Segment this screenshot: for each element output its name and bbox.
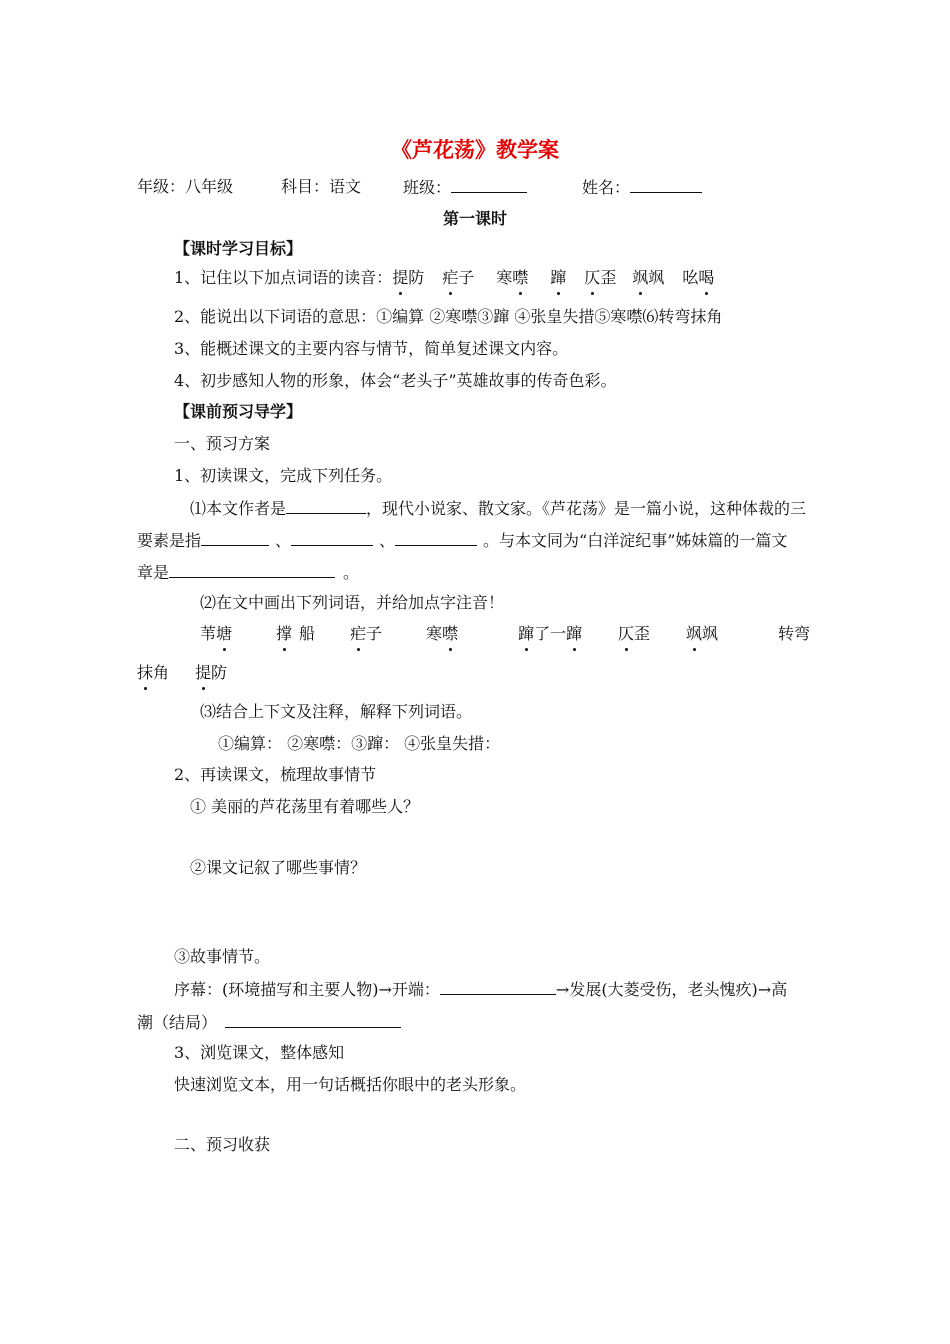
separator: 、 <box>379 531 396 550</box>
plot-text-3: 潮（结局） <box>137 1013 218 1032</box>
task-1: 1、初读课文，完成下列任务。 <box>174 466 393 485</box>
dotted-char: 抹 <box>137 663 154 682</box>
page-title: 《芦花荡》教学案 <box>391 137 559 162</box>
plot-line-2 <box>137 1012 401 1033</box>
goals-heading: 【课时学习目标】 <box>174 239 303 258</box>
preview-heading: 【课前预习导学】 <box>174 402 303 421</box>
plot-text-2: →发展(大菱受伤，老头愧疚)→高 <box>555 980 788 999</box>
q1-text: ⑴本文作者是 <box>190 499 287 518</box>
goal-3: 3、能概述课文的主要内容与情节，简单复述课文内容。 <box>174 339 569 358</box>
class-blank[interactable] <box>451 177 527 193</box>
word-撑船: 撑 船 <box>276 624 316 643</box>
question-1-line-1 <box>190 498 806 519</box>
word-char-dotted: 提 <box>392 268 409 287</box>
word-蹿了一蹿: 蹿了一蹿 <box>518 624 583 643</box>
word-飒飒: 飒飒 <box>686 624 719 643</box>
word-char: 歪 <box>600 268 617 287</box>
question-3: ⑶结合上下文及注释，解释下列词语。 <box>200 702 473 721</box>
word-char-dotted: 喝 <box>698 268 715 287</box>
goal-1 <box>174 268 714 288</box>
dotted-char: 疟 <box>350 624 367 643</box>
word-苇塘: 苇塘 <box>200 624 233 643</box>
dotted-char: 蹿 <box>518 624 535 643</box>
task-3: 3、浏览课文，整体感知 <box>174 1043 345 1062</box>
q1-text-2: ，现代小说家、散文家。《芦花荡》是一篇小说，这种体裁的三 <box>366 499 807 518</box>
word-转弯: 转弯 <box>778 624 811 643</box>
dotted-char: 提 <box>195 663 212 682</box>
word-char: 寒 <box>496 268 513 287</box>
word-char-dotted: 疟 <box>442 268 459 287</box>
dotted-char: 噤 <box>442 624 459 643</box>
element-blank-3[interactable] <box>395 530 477 546</box>
goal-4: 4、初步感知人物的形象，体会“老头子”英雄故事的传奇色彩。 <box>174 371 617 390</box>
period: 。 <box>343 563 360 582</box>
task-2-question-1: ① 美丽的芦花荡里有着哪些人？ <box>190 797 420 816</box>
dotted-char: 撑 <box>276 624 293 643</box>
name-label: 姓名： <box>582 178 631 197</box>
separator: 、 <box>275 531 292 550</box>
question-3-items: ①编算： ②寒噤：③蹿： ④张皇失措： <box>218 734 501 753</box>
plot-text-1: 序幕：(环境描写和主要人物)→开端： <box>174 980 440 999</box>
goal-2: 2、能说出以下词语的意思：①编算 ②寒噤③蹿 ④张皇失措⑤寒噤⑹转弯抹角 <box>174 307 723 326</box>
task-3-description: 快速浏览文本，用一句话概括你眼中的老头形象。 <box>174 1075 527 1094</box>
word-char-dotted: 仄 <box>584 268 601 287</box>
task-2-question-3: ③故事情节。 <box>174 947 271 966</box>
q1-text-4: 。与本文同为“白洋淀纪事”姊妹篇的一篇文 <box>483 531 788 550</box>
word-抹角: 抹角 <box>137 663 170 682</box>
dotted-char: 仄 <box>618 624 635 643</box>
q1-text-3: 要素是指 <box>137 531 202 550</box>
subject-label: 科目：语文 <box>281 177 362 196</box>
question-2: ⑵在文中画出下列词语，并给加点字注音！ <box>200 593 505 612</box>
word-疟子: 疟子 <box>350 624 383 643</box>
question-1-line-3 <box>137 562 359 583</box>
grade-label: 年级：八年级 <box>137 177 234 196</box>
word-char: 子 <box>458 268 475 287</box>
climax-blank[interactable] <box>225 1012 401 1028</box>
plot-line-1 <box>174 979 787 1000</box>
lesson-heading: 第一课时 <box>442 209 507 228</box>
q1-text-5: 章是 <box>137 563 170 582</box>
question-1-line-2 <box>137 530 787 551</box>
dotted-char: 塘 <box>216 624 233 643</box>
word-仄歪: 仄歪 <box>618 624 651 643</box>
task-2-question-2: ②课文记叙了哪些事情？ <box>190 858 367 877</box>
beginning-blank[interactable] <box>440 979 556 995</box>
goal-1-text: 1、记住以下加点词语的读音： <box>174 268 393 287</box>
section-2-title: 二、预习收获 <box>174 1135 271 1154</box>
word-char: 飒 <box>648 268 665 287</box>
word-char-dotted: 噤 <box>512 268 529 287</box>
element-blank-2[interactable] <box>291 530 373 546</box>
name-blank[interactable] <box>630 177 702 193</box>
dotted-char: 蹿 <box>566 624 583 643</box>
section-1-title: 一、预习方案 <box>174 434 271 453</box>
sister-article-blank[interactable] <box>169 562 335 578</box>
word-char: 防 <box>408 268 425 287</box>
element-blank-1[interactable] <box>201 530 269 546</box>
word-char-dotted: 飒 <box>632 268 649 287</box>
word-char: 吆 <box>682 268 699 287</box>
dotted-char: 飒 <box>686 624 703 643</box>
name-field <box>582 177 702 198</box>
word-char-dotted: 蹿 <box>550 268 567 287</box>
class-field <box>403 177 527 198</box>
class-label: 班级： <box>403 178 452 197</box>
word-寒噤: 寒噤 <box>426 624 459 643</box>
author-blank[interactable] <box>286 498 366 514</box>
task-2: 2、再读课文，梳理故事情节 <box>174 765 377 784</box>
word-提防: 提防 <box>195 663 228 682</box>
